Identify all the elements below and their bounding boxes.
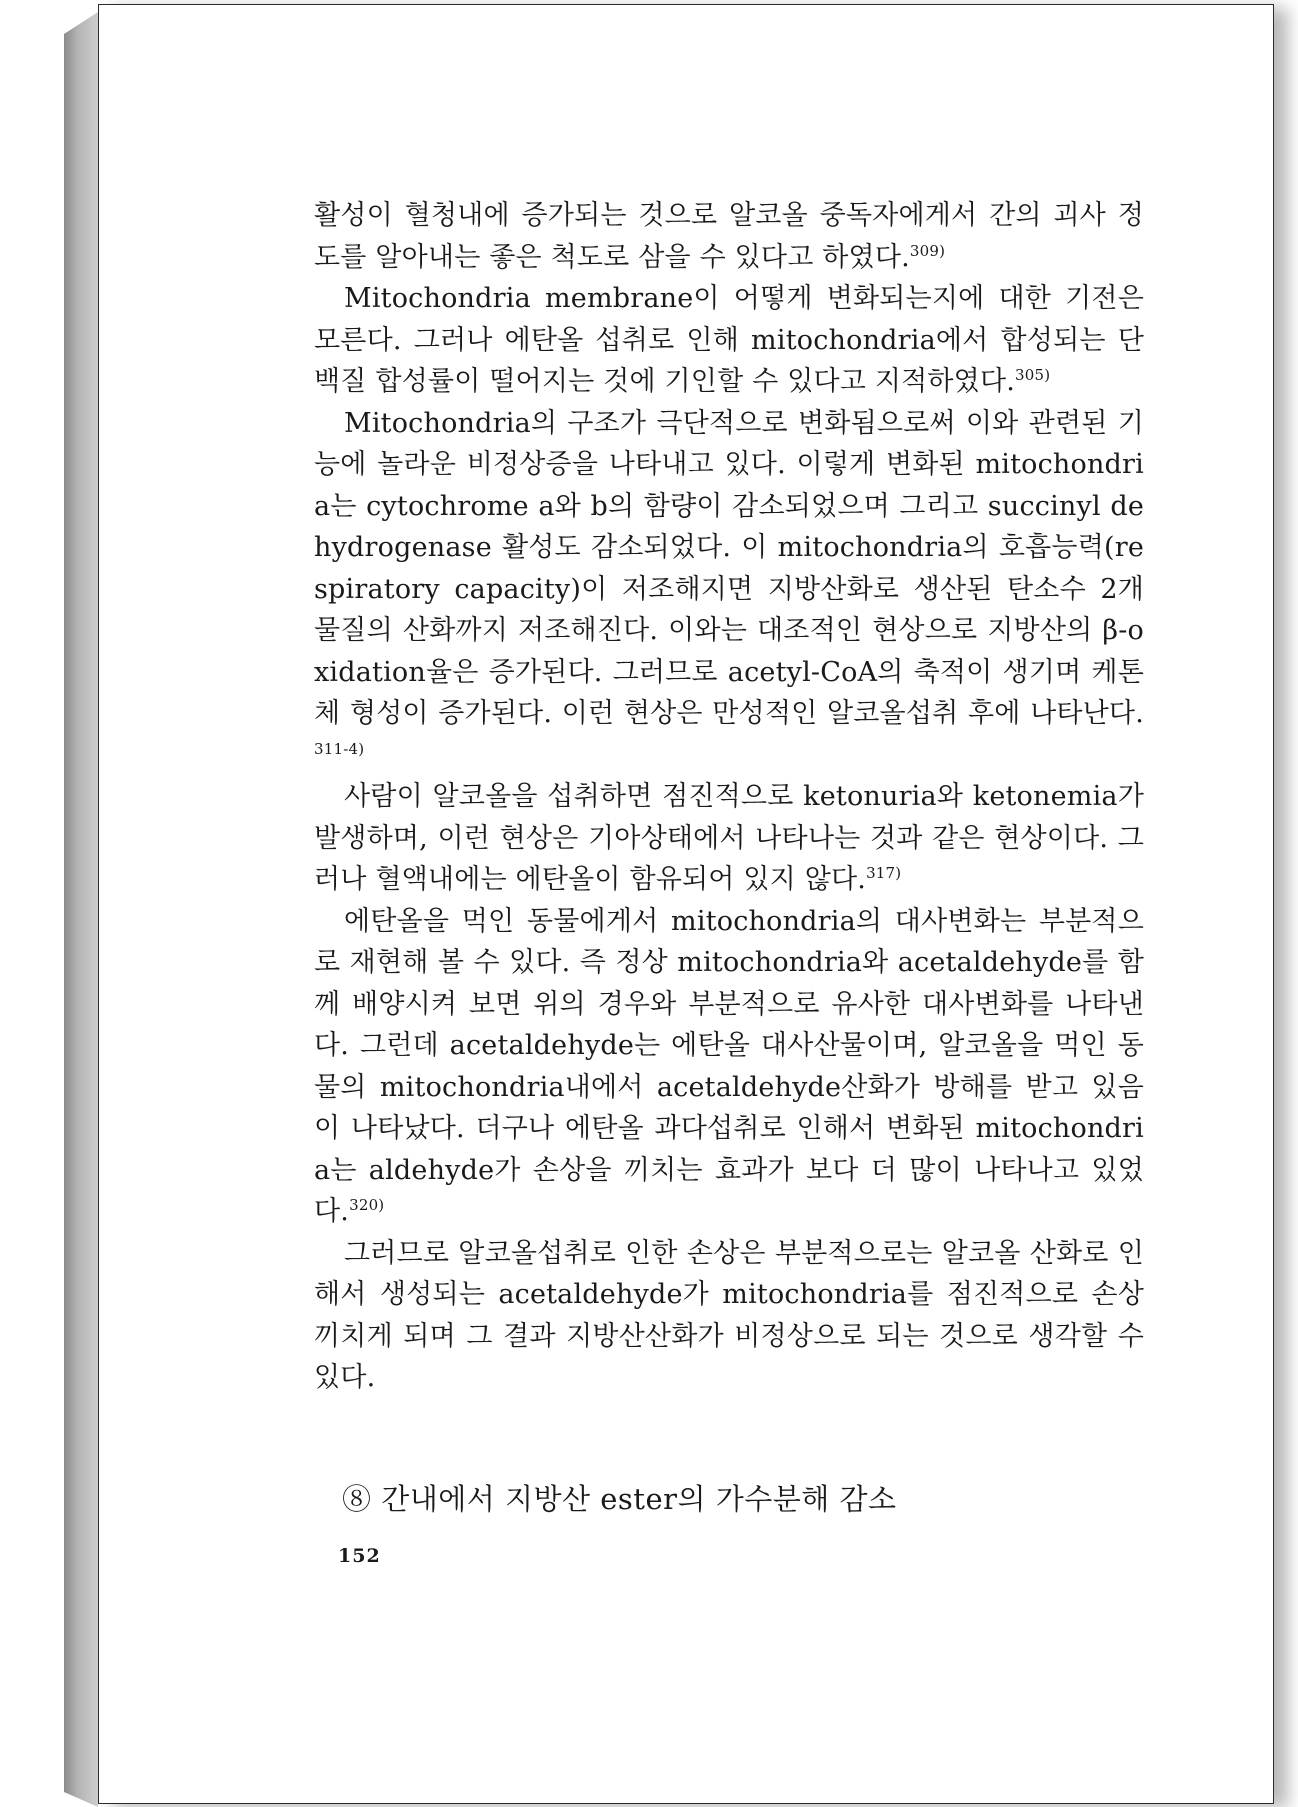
book-spine — [64, 12, 98, 1807]
paragraph-1: 활성이 혈청내에 증가되는 것으로 알코올 중독자에게서 간의 괴사 정도를 알아내는 좋은 척도로 삼을 수 있다고 하였다.$^{309)}$ — [314, 200, 1144, 273]
section-heading: ⑧ 간내에서 지방산 ester의 가수분해 감소 — [342, 1482, 897, 1516]
paragraph-2: Mitochondria membrane이 어떻게 변화되는지에 대한 기전은 모른다. 그러나 에탄올 섭취로 인해 mitochondria에서 합성되는 단백질 합성률이 떨어지는 것에 기인할 수 있다고 지적하였다.$^{305)}$ — [314, 283, 1144, 397]
paragraph-6: 그러므로 알코올섭취로 인한 손상은 부분적으로는 알코올 산화로 인해서 생성되는 acetaldehyde가 mitochondria를 점진적으로 손상끼치게 되며 그 결과 지방산산화가 비정상으로 되는 것으로 생각할 수 있다. — [314, 1237, 1144, 1393]
paragraph-4: 사람이 알코올을 섭취하면 점진적으로 ketonuria와 ketonemia가 발생하며, 이런 현상은 기아상태에서 나타나는 것과 같은 현상이다. 그러나 혈액내에는 에탄올이 함유되어 있지 않다.$^{317)}$ — [314, 781, 1144, 895]
page-number: 152 — [338, 1545, 381, 1567]
paragraph-5: 에탄올을 먹인 동물에게서 mitochondria의 대사변화는 부분적으로 재현해 볼 수 있다. 즉 정상 mitochondria와 acetaldehyde를 함께 배양시켜 보면 위의 경우와 부분적으로 유사한 대사변화를 나타낸다. 그런데 acetaldehyde는 에탄올 대사산물이며, 알코올을 먹인 동물의 mitochondria내에서 acetaldehyde산화가 방해를 받고 있음이 나타났다. 더구나 에탄올 과다섭취로 인해서 변화된 mitochondria는 aldehyde가 손상을 끼치는 효과가 보다 더 많이 나타나고 있었다.$^{320)}$ — [314, 905, 1144, 1227]
paragraph-3: Mitochondria의 구조가 극단적으로 변화됨으로써 이와 관련된 기능에 놀라운 비정상증을 나타내고 있다. 이렇게 변화된 mitochondria는 cytochrome a와 b의 함량이 감소되었으며 그리고 succinyl dehydrogenase 활성도 감소되었다. 이 mitochondria의 호흡능력(respiratory capacity)이 저조해지면 지방산화로 생산된 탄소수 2개 물질의 산화까지 저조해진다. 이와는 대조적인 현상으로 지방산의 β-oxidation율은 증가된다. 그러므로 acetyl-CoA의 축적이 생기며 케톤체 형성이 증가된다. 이런 현상은 만성적인 알코올섭취 후에 나타난다.$^{311-4)}$ — [314, 407, 1144, 758]
body-text — [314, 195, 1144, 1399]
